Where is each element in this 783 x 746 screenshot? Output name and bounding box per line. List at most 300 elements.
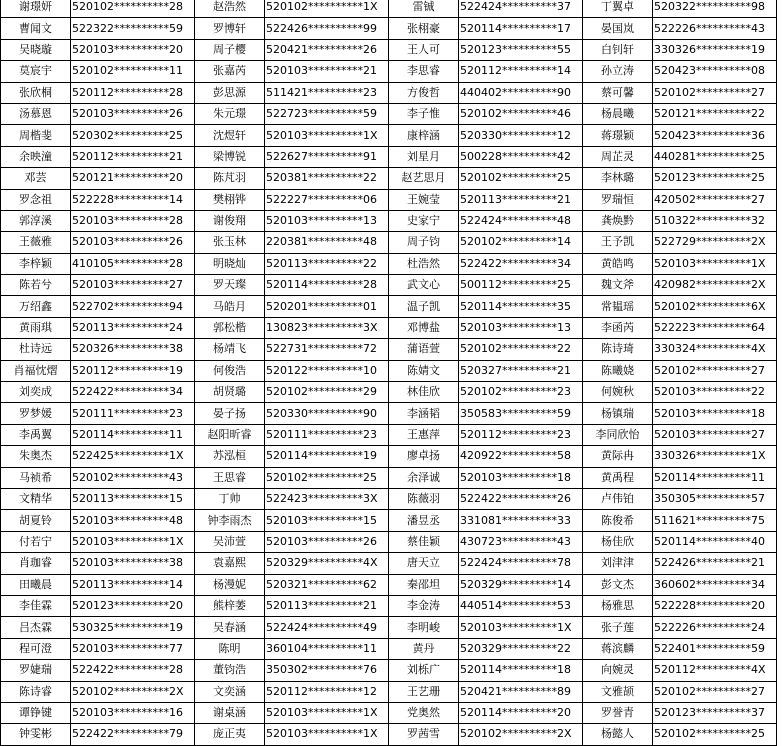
masked-id-number-cell[interactable]: 520123**********55 (459, 39, 583, 60)
masked-id-number-cell[interactable]: 522731**********72 (265, 339, 389, 360)
student-name-cell[interactable]: 郭淳溪 (1, 210, 71, 231)
student-name-cell[interactable]: 董钧浩 (195, 660, 265, 681)
masked-id-number-cell[interactable]: 530325**********19 (71, 617, 195, 638)
masked-id-number-cell[interactable]: 520421**********89 (459, 681, 583, 702)
student-name-cell[interactable]: 张嘉芮 (195, 61, 265, 82)
masked-id-number-cell[interactable]: 520423**********08 (653, 61, 777, 82)
masked-id-number-cell[interactable]: 520103**********1X (265, 724, 389, 745)
student-name-cell[interactable]: 张栩豪 (389, 18, 459, 39)
masked-id-number-cell[interactable]: 520103**********1X (653, 253, 777, 274)
masked-id-number-cell[interactable]: 520321**********62 (265, 574, 389, 595)
student-name-cell[interactable]: 龚焕黔 (583, 210, 653, 231)
table-row (1, 168, 777, 189)
masked-id-number-cell[interactable]: 520121**********22 (653, 103, 777, 124)
masked-id-number-cell[interactable]: 520112**********21 (71, 146, 195, 167)
student-name-cell[interactable]: 吕杰霖 (1, 617, 71, 638)
student-name-cell[interactable]: 王人可 (389, 39, 459, 60)
student-name-cell[interactable]: 胡夏铃 (1, 510, 71, 531)
masked-id-number-cell[interactable]: 350305**********57 (653, 488, 777, 509)
masked-id-number-cell[interactable]: 520327**********21 (459, 360, 583, 381)
student-name-cell[interactable]: 李佳霖 (1, 595, 71, 616)
student-name-cell[interactable]: 万绍鑫 (1, 296, 71, 317)
student-name-cell[interactable]: 李同欣怡 (583, 424, 653, 445)
masked-id-number-cell[interactable]: 522627**********91 (265, 146, 389, 167)
student-name-cell[interactable]: 樊栩铧 (195, 189, 265, 210)
table-row (1, 360, 777, 381)
masked-id-number-cell[interactable]: 520102**********46 (459, 103, 583, 124)
student-name-cell[interactable]: 罗瑞恒 (583, 189, 653, 210)
masked-id-number-cell[interactable]: 520102**********27 (653, 360, 777, 381)
table-row (1, 617, 777, 638)
masked-id-number-cell[interactable]: 500112**********25 (459, 275, 583, 296)
student-name-cell[interactable]: 吴晓璇 (1, 39, 71, 60)
student-name-cell[interactable]: 罗茜雪 (389, 724, 459, 745)
student-name-cell[interactable]: 何婉秋 (583, 382, 653, 403)
student-name-cell[interactable]: 黄丹 (389, 638, 459, 659)
student-name-cell[interactable]: 罗念祖 (1, 189, 71, 210)
masked-id-number-cell[interactable]: 522223**********64 (653, 317, 777, 338)
masked-id-number-cell[interactable]: 520103**********1X (265, 125, 389, 146)
student-name-cell[interactable]: 唐天立 (389, 553, 459, 574)
masked-id-number-cell[interactable]: 511421**********23 (265, 82, 389, 103)
student-name-cell[interactable]: 丁帅 (195, 488, 265, 509)
student-name-cell[interactable]: 杨雅思 (583, 595, 653, 616)
table-row (1, 317, 777, 338)
masked-id-number-cell[interactable]: 520103**********13 (459, 317, 583, 338)
masked-id-number-cell[interactable]: 522422**********28 (71, 660, 195, 681)
masked-id-number-cell[interactable]: 520102**********29 (265, 382, 389, 403)
student-name-cell[interactable]: 王惠萍 (389, 424, 459, 445)
student-name-cell[interactable]: 莫宸宇 (1, 61, 71, 82)
masked-id-number-cell[interactable]: 520111**********23 (71, 403, 195, 424)
student-name-cell[interactable]: 黄皓鸣 (583, 253, 653, 274)
student-name-cell[interactable]: 白钊轩 (583, 39, 653, 60)
student-name-cell[interactable]: 马皓月 (195, 296, 265, 317)
masked-id-number-cell[interactable]: 520103**********38 (71, 553, 195, 574)
masked-id-number-cell[interactable]: 520322**********98 (653, 0, 777, 18)
masked-id-number-cell[interactable]: 520112**********28 (71, 82, 195, 103)
masked-id-number-cell[interactable]: 522426**********21 (653, 553, 777, 574)
table-row (1, 275, 777, 296)
masked-id-number-cell[interactable]: 520330**********12 (459, 125, 583, 146)
student-name-cell[interactable]: 蔡可馨 (583, 82, 653, 103)
masked-id-number-cell[interactable]: 522424**********49 (265, 617, 389, 638)
masked-id-number-cell[interactable]: 520123**********37 (653, 702, 777, 723)
student-name-cell[interactable]: 谢桌涵 (195, 702, 265, 723)
masked-id-number-cell[interactable]: 520102**********14 (459, 232, 583, 253)
table-row (1, 660, 777, 681)
masked-id-number-cell[interactable]: 520112**********14 (459, 61, 583, 82)
masked-id-number-cell[interactable]: 500228**********42 (459, 146, 583, 167)
student-name-cell[interactable]: 汤慕恩 (1, 103, 71, 124)
masked-id-number-cell[interactable]: 330324**********4X (653, 339, 777, 360)
student-name-cell[interactable]: 罗博轩 (195, 18, 265, 39)
table-row (1, 339, 777, 360)
masked-id-number-cell[interactable]: 520114**********11 (71, 424, 195, 445)
masked-id-number-cell[interactable]: 520102**********1X (265, 0, 389, 18)
student-name-cell[interactable]: 周子樱 (195, 39, 265, 60)
masked-id-number-cell[interactable]: 520114**********20 (459, 702, 583, 723)
student-name-cell[interactable]: 丁翼卓 (583, 0, 653, 18)
student-name-cell[interactable]: 钟雯彬 (1, 724, 71, 745)
masked-id-number-cell[interactable]: 520102**********43 (71, 467, 195, 488)
student-name-cell[interactable]: 李禹翼 (1, 424, 71, 445)
masked-id-number-cell[interactable]: 522422**********79 (71, 724, 195, 745)
student-name-cell[interactable]: 吴春涵 (195, 617, 265, 638)
student-name-cell[interactable]: 张子莲 (583, 617, 653, 638)
student-name-cell[interactable]: 周楷斐 (1, 125, 71, 146)
masked-id-number-cell[interactable]: 520103**********1X (71, 531, 195, 552)
masked-id-number-cell[interactable]: 520103**********15 (265, 510, 389, 531)
student-name-cell[interactable]: 李林璐 (583, 168, 653, 189)
student-name-cell[interactable]: 杨懿人 (583, 724, 653, 745)
masked-id-number-cell[interactable]: 522729**********2X (653, 232, 777, 253)
masked-id-number-cell[interactable]: 520102**********23 (459, 382, 583, 403)
student-name-cell[interactable]: 史家宁 (389, 210, 459, 231)
student-name-cell[interactable]: 余映潼 (1, 146, 71, 167)
masked-id-number-cell[interactable]: 520381**********22 (265, 168, 389, 189)
masked-id-number-cell[interactable]: 520103**********18 (459, 467, 583, 488)
table-row (1, 446, 777, 467)
masked-id-number-cell[interactable]: 520103**********18 (653, 403, 777, 424)
student-name-cell[interactable]: 杨晨曦 (583, 103, 653, 124)
masked-id-number-cell[interactable]: 520330**********90 (265, 403, 389, 424)
masked-id-number-cell[interactable]: 520123**********25 (653, 168, 777, 189)
student-name-cell[interactable]: 陈薇羽 (389, 488, 459, 509)
student-name-cell[interactable]: 谭铮键 (1, 702, 71, 723)
student-name-cell[interactable]: 何俊浩 (195, 360, 265, 381)
student-name-cell[interactable]: 李梓颖 (1, 253, 71, 274)
student-name-cell[interactable]: 罗婕瑞 (1, 660, 71, 681)
table-row (1, 125, 777, 146)
student-name-cell[interactable]: 孙立涛 (583, 61, 653, 82)
student-name-cell[interactable]: 陈曦娆 (583, 360, 653, 381)
masked-id-number-cell[interactable]: 520113**********21 (459, 189, 583, 210)
student-name-cell[interactable]: 罗天璨 (195, 275, 265, 296)
masked-id-number-cell[interactable]: 520114**********17 (459, 18, 583, 39)
student-name-cell[interactable]: 谢璟妍 (1, 0, 71, 18)
student-name-cell[interactable]: 卢伟铂 (583, 488, 653, 509)
student-name-cell[interactable]: 杨佳欣 (583, 531, 653, 552)
masked-id-number-cell[interactable]: 330326**********1X (653, 446, 777, 467)
table-row (1, 18, 777, 39)
student-name-cell[interactable]: 周子钧 (389, 232, 459, 253)
masked-id-number-cell[interactable]: 520102**********11 (71, 61, 195, 82)
masked-id-number-cell[interactable]: 520114**********19 (265, 446, 389, 467)
student-name-cell[interactable]: 邓芸 (1, 168, 71, 189)
masked-id-number-cell[interactable]: 520102**********22 (459, 339, 583, 360)
masked-id-number-cell[interactable]: 520114**********35 (459, 296, 583, 317)
student-name-cell[interactable]: 梁博锐 (195, 146, 265, 167)
student-name-cell[interactable]: 彭思源 (195, 82, 265, 103)
student-name-cell[interactable]: 杨靖飞 (195, 339, 265, 360)
masked-id-number-cell[interactable]: 520102**********2X (71, 681, 195, 702)
table-row (1, 253, 777, 274)
masked-id-number-cell[interactable]: 522401**********59 (653, 638, 777, 659)
student-name-cell[interactable]: 陈若兮 (1, 275, 71, 296)
student-name-cell[interactable]: 黄禹程 (583, 467, 653, 488)
student-name-cell[interactable]: 蒋滨麟 (583, 638, 653, 659)
masked-id-number-cell[interactable]: 522422**********34 (71, 382, 195, 403)
masked-id-number-cell[interactable]: 520102**********25 (653, 724, 777, 745)
table-row (1, 574, 777, 595)
table-row (1, 146, 777, 167)
student-name-cell[interactable]: 党奥然 (389, 702, 459, 723)
masked-id-number-cell[interactable]: 520102**********27 (653, 681, 777, 702)
masked-id-number-cell[interactable]: 520302**********25 (71, 125, 195, 146)
student-name-cell[interactable]: 文奕涵 (195, 681, 265, 702)
masked-id-number-cell[interactable]: 420922**********58 (459, 446, 583, 467)
masked-id-number-cell[interactable]: 520113**********14 (71, 574, 195, 595)
masked-id-number-cell[interactable]: 520103**********77 (71, 638, 195, 659)
masked-id-number-cell[interactable]: 520123**********20 (71, 595, 195, 616)
masked-id-number-cell[interactable]: 520421**********26 (265, 39, 389, 60)
student-name-cell[interactable]: 余泽诚 (389, 467, 459, 488)
student-name-cell[interactable]: 刘奕成 (1, 382, 71, 403)
masked-id-number-cell[interactable]: 520103**********48 (71, 510, 195, 531)
masked-id-number-cell[interactable]: 510322**********32 (653, 210, 777, 231)
masked-id-number-cell[interactable]: 520112**********12 (265, 681, 389, 702)
masked-id-number-cell[interactable]: 520113**********21 (265, 595, 389, 616)
student-name-cell[interactable]: 程可澄 (1, 638, 71, 659)
student-name-cell[interactable]: 林佳欣 (389, 382, 459, 403)
table-row (1, 103, 777, 124)
student-name-cell[interactable]: 吴沛萱 (195, 531, 265, 552)
student-name-cell[interactable]: 秦邵坦 (389, 574, 459, 595)
student-name-cell[interactable]: 杜诗远 (1, 339, 71, 360)
masked-id-number-cell[interactable]: 520103**********26 (265, 531, 389, 552)
student-name-cell[interactable]: 蒋璟颖 (583, 125, 653, 146)
student-name-cell[interactable]: 彭文杰 (583, 574, 653, 595)
masked-id-number-cell[interactable]: 130823**********3X (265, 317, 389, 338)
student-name-cell[interactable]: 谢俊翔 (195, 210, 265, 231)
student-name-cell[interactable]: 刘津津 (583, 553, 653, 574)
student-name-cell[interactable]: 沈煜轩 (195, 125, 265, 146)
masked-id-number-cell[interactable]: 522723**********59 (265, 103, 389, 124)
student-name-cell[interactable]: 魏文斧 (583, 275, 653, 296)
student-name-cell[interactable]: 熊梓萎 (195, 595, 265, 616)
masked-id-number-cell[interactable]: 520103**********27 (71, 275, 195, 296)
masked-id-number-cell[interactable]: 520103**********1X (459, 617, 583, 638)
student-name-cell[interactable]: 雷铖 (389, 0, 459, 18)
masked-id-number-cell[interactable]: 522322**********59 (71, 18, 195, 39)
masked-id-number-cell[interactable]: 522226**********43 (653, 18, 777, 39)
student-name-cell[interactable]: 曹闻文 (1, 18, 71, 39)
student-name-cell[interactable]: 田曦晨 (1, 574, 71, 595)
masked-id-number-cell[interactable]: 520201**********01 (265, 296, 389, 317)
student-name-cell[interactable]: 文精华 (1, 488, 71, 509)
student-name-cell[interactable]: 赵浩然 (195, 0, 265, 18)
student-name-cell[interactable]: 肖珈睿 (1, 553, 71, 574)
masked-id-number-cell[interactable]: 520103**********20 (71, 39, 195, 60)
masked-id-number-cell[interactable]: 522226**********24 (653, 617, 777, 638)
student-name-cell[interactable]: 赵阳昕睿 (195, 424, 265, 445)
student-name-cell[interactable]: 方俊哲 (389, 82, 459, 103)
masked-id-number-cell[interactable]: 520103**********22 (653, 382, 777, 403)
student-name-cell[interactable]: 李函芮 (583, 317, 653, 338)
table-row (1, 382, 777, 403)
masked-id-number-cell[interactable]: 520102**********25 (459, 168, 583, 189)
student-name-cell[interactable]: 庞正夷 (195, 724, 265, 745)
masked-id-number-cell[interactable]: 522702**********94 (71, 296, 195, 317)
student-name-cell[interactable]: 李明峻 (389, 617, 459, 638)
masked-id-number-cell[interactable]: 520329**********4X (265, 553, 389, 574)
student-name-cell[interactable]: 郭松楷 (195, 317, 265, 338)
masked-id-number-cell[interactable]: 410105**********28 (71, 253, 195, 274)
student-name-cell[interactable]: 胡贤璐 (195, 382, 265, 403)
student-name-cell[interactable]: 蒲语萱 (389, 339, 459, 360)
student-name-cell[interactable]: 李涵韬 (389, 403, 459, 424)
student-name-cell[interactable]: 王予凯 (583, 232, 653, 253)
student-name-cell[interactable]: 陈明 (195, 638, 265, 659)
masked-id-number-cell[interactable]: 520103**********26 (71, 232, 195, 253)
student-name-cell[interactable]: 刘栎广 (389, 660, 459, 681)
student-name-cell[interactable]: 廖卓扬 (389, 446, 459, 467)
masked-id-number-cell[interactable]: 520121**********20 (71, 168, 195, 189)
student-name-cell[interactable]: 付若宁 (1, 531, 71, 552)
masked-id-number-cell[interactable]: 522423**********3X (265, 488, 389, 509)
masked-id-number-cell[interactable]: 520113**********15 (71, 488, 195, 509)
masked-id-number-cell[interactable]: 520103**********16 (71, 702, 195, 723)
masked-id-number-cell[interactable]: 520111**********23 (265, 424, 389, 445)
student-name-cell[interactable]: 李思睿 (389, 61, 459, 82)
masked-id-number-cell[interactable]: 520102**********28 (71, 0, 195, 18)
student-name-cell[interactable]: 邓博盐 (389, 317, 459, 338)
masked-id-number-cell[interactable]: 522426**********99 (265, 18, 389, 39)
student-name-cell[interactable]: 赵艺思月 (389, 168, 459, 189)
student-name-cell[interactable]: 钟李雨杰 (195, 510, 265, 531)
student-name-cell[interactable]: 朱元璟 (195, 103, 265, 124)
student-name-cell[interactable]: 潘昱丞 (389, 510, 459, 531)
masked-id-number-cell[interactable]: 220381**********48 (265, 232, 389, 253)
student-name-cell[interactable]: 常韫瑶 (583, 296, 653, 317)
student-name-cell[interactable]: 明晓灿 (195, 253, 265, 274)
student-name-cell[interactable]: 张玉林 (195, 232, 265, 253)
student-name-cell[interactable]: 温子凯 (389, 296, 459, 317)
masked-id-number-cell[interactable]: 522228**********20 (653, 595, 777, 616)
roster-body (1, 0, 777, 745)
student-name-cell[interactable]: 陈诗琦 (583, 339, 653, 360)
student-name-cell[interactable]: 罗梦媛 (1, 403, 71, 424)
student-name-cell[interactable]: 武文心 (389, 275, 459, 296)
masked-id-number-cell[interactable]: 520112**********23 (459, 424, 583, 445)
masked-id-number-cell[interactable]: 520103**********26 (71, 103, 195, 124)
masked-id-number-cell[interactable]: 330326**********19 (653, 39, 777, 60)
student-name-cell[interactable]: 王婉莹 (389, 189, 459, 210)
student-name-cell[interactable]: 周芷灵 (583, 146, 653, 167)
student-name-cell[interactable]: 陈芃羽 (195, 168, 265, 189)
masked-id-number-cell[interactable]: 440402**********90 (459, 82, 583, 103)
student-name-cell[interactable]: 李子惟 (389, 103, 459, 124)
masked-id-number-cell[interactable]: 522228**********14 (71, 189, 195, 210)
masked-id-number-cell[interactable]: 420502**********27 (653, 189, 777, 210)
masked-id-number-cell[interactable]: 522422**********34 (459, 253, 583, 274)
student-name-cell[interactable]: 黄雨琪 (1, 317, 71, 338)
student-name-cell[interactable]: 刘星月 (389, 146, 459, 167)
masked-id-number-cell[interactable]: 520114**********28 (265, 275, 389, 296)
masked-id-number-cell[interactable]: 360602**********34 (653, 574, 777, 595)
masked-id-number-cell[interactable]: 520102**********6X (653, 296, 777, 317)
student-name-cell[interactable]: 杨镇瑞 (583, 403, 653, 424)
masked-id-number-cell[interactable]: 520114**********40 (653, 531, 777, 552)
masked-id-number-cell[interactable]: 520112**********19 (71, 360, 195, 381)
masked-id-number-cell[interactable]: 440281**********25 (653, 146, 777, 167)
student-name-cell[interactable]: 文雅颉 (583, 681, 653, 702)
student-name-cell[interactable]: 陈诗睿 (1, 681, 71, 702)
masked-id-number-cell[interactable]: 522424**********78 (459, 553, 583, 574)
student-name-cell[interactable]: 袁嘉熙 (195, 553, 265, 574)
masked-id-number-cell[interactable]: 520112**********4X (653, 660, 777, 681)
masked-id-number-cell[interactable]: 520114**********11 (653, 467, 777, 488)
student-name-cell[interactable]: 王艺珊 (389, 681, 459, 702)
student-name-cell[interactable]: 向婉灵 (583, 660, 653, 681)
student-name-cell[interactable]: 王薇雅 (1, 232, 71, 253)
student-name-cell[interactable]: 陈俊希 (583, 510, 653, 531)
student-name-cell[interactable]: 王思睿 (195, 467, 265, 488)
student-name-cell[interactable]: 苏泓桓 (195, 446, 265, 467)
student-name-cell[interactable]: 张欣桐 (1, 82, 71, 103)
student-name-cell[interactable]: 罗誉青 (583, 702, 653, 723)
student-name-cell[interactable]: 康梓涵 (389, 125, 459, 146)
masked-id-number-cell[interactable]: 520103**********21 (265, 61, 389, 82)
table-row (1, 424, 777, 445)
masked-id-number-cell[interactable]: 511621**********75 (653, 510, 777, 531)
masked-id-number-cell[interactable]: 520113**********22 (265, 253, 389, 274)
masked-id-number-cell[interactable]: 520103**********28 (71, 210, 195, 231)
masked-id-number-cell[interactable]: 520113**********24 (71, 317, 195, 338)
masked-id-number-cell[interactable]: 520103**********1X (265, 702, 389, 723)
masked-id-number-cell[interactable]: 520102**********2X (459, 724, 583, 745)
masked-id-number-cell[interactable]: 520326**********38 (71, 339, 195, 360)
student-name-cell[interactable]: 朱奥杰 (1, 446, 71, 467)
student-name-cell[interactable]: 晏子扬 (195, 403, 265, 424)
masked-id-number-cell[interactable]: 520114**********18 (459, 660, 583, 681)
masked-id-number-cell[interactable]: 520423**********36 (653, 125, 777, 146)
masked-id-number-cell[interactable]: 522424**********48 (459, 210, 583, 231)
student-name-cell[interactable]: 晏国岚 (583, 18, 653, 39)
student-name-cell[interactable]: 杜浩然 (389, 253, 459, 274)
masked-id-number-cell[interactable]: 360104**********11 (265, 638, 389, 659)
student-name-cell[interactable]: 陈婧文 (389, 360, 459, 381)
masked-id-number-cell[interactable]: 522227**********06 (265, 189, 389, 210)
student-name-cell[interactable]: 蔡佳颖 (389, 531, 459, 552)
table-row (1, 488, 777, 509)
table-row (1, 595, 777, 616)
masked-id-number-cell[interactable]: 350302**********76 (265, 660, 389, 681)
masked-id-number-cell[interactable]: 520102**********25 (265, 467, 389, 488)
masked-id-number-cell[interactable]: 520329**********22 (459, 638, 583, 659)
masked-id-number-cell[interactable]: 520122**********10 (265, 360, 389, 381)
masked-id-number-cell[interactable]: 520103**********13 (265, 210, 389, 231)
student-name-cell[interactable]: 黄际冉 (583, 446, 653, 467)
masked-id-number-cell[interactable]: 522422**********26 (459, 488, 583, 509)
masked-id-number-cell[interactable]: 331081**********33 (459, 510, 583, 531)
masked-id-number-cell[interactable]: 420982**********2X (653, 275, 777, 296)
student-name-cell[interactable]: 杨漫妮 (195, 574, 265, 595)
masked-id-number-cell[interactable]: 350583**********59 (459, 403, 583, 424)
masked-id-number-cell[interactable]: 522424**********37 (459, 0, 583, 18)
student-name-cell[interactable]: 李金涛 (389, 595, 459, 616)
masked-id-number-cell[interactable]: 440514**********53 (459, 595, 583, 616)
masked-id-number-cell[interactable]: 520329**********14 (459, 574, 583, 595)
masked-id-number-cell[interactable]: 430723**********43 (459, 531, 583, 552)
masked-id-number-cell[interactable]: 522425**********1X (71, 446, 195, 467)
masked-id-number-cell[interactable]: 520102**********27 (653, 82, 777, 103)
table-row (1, 61, 777, 82)
masked-id-number-cell[interactable]: 520103**********27 (653, 424, 777, 445)
student-name-cell[interactable]: 肖福忱熠 (1, 360, 71, 381)
student-name-cell[interactable]: 马祯希 (1, 467, 71, 488)
